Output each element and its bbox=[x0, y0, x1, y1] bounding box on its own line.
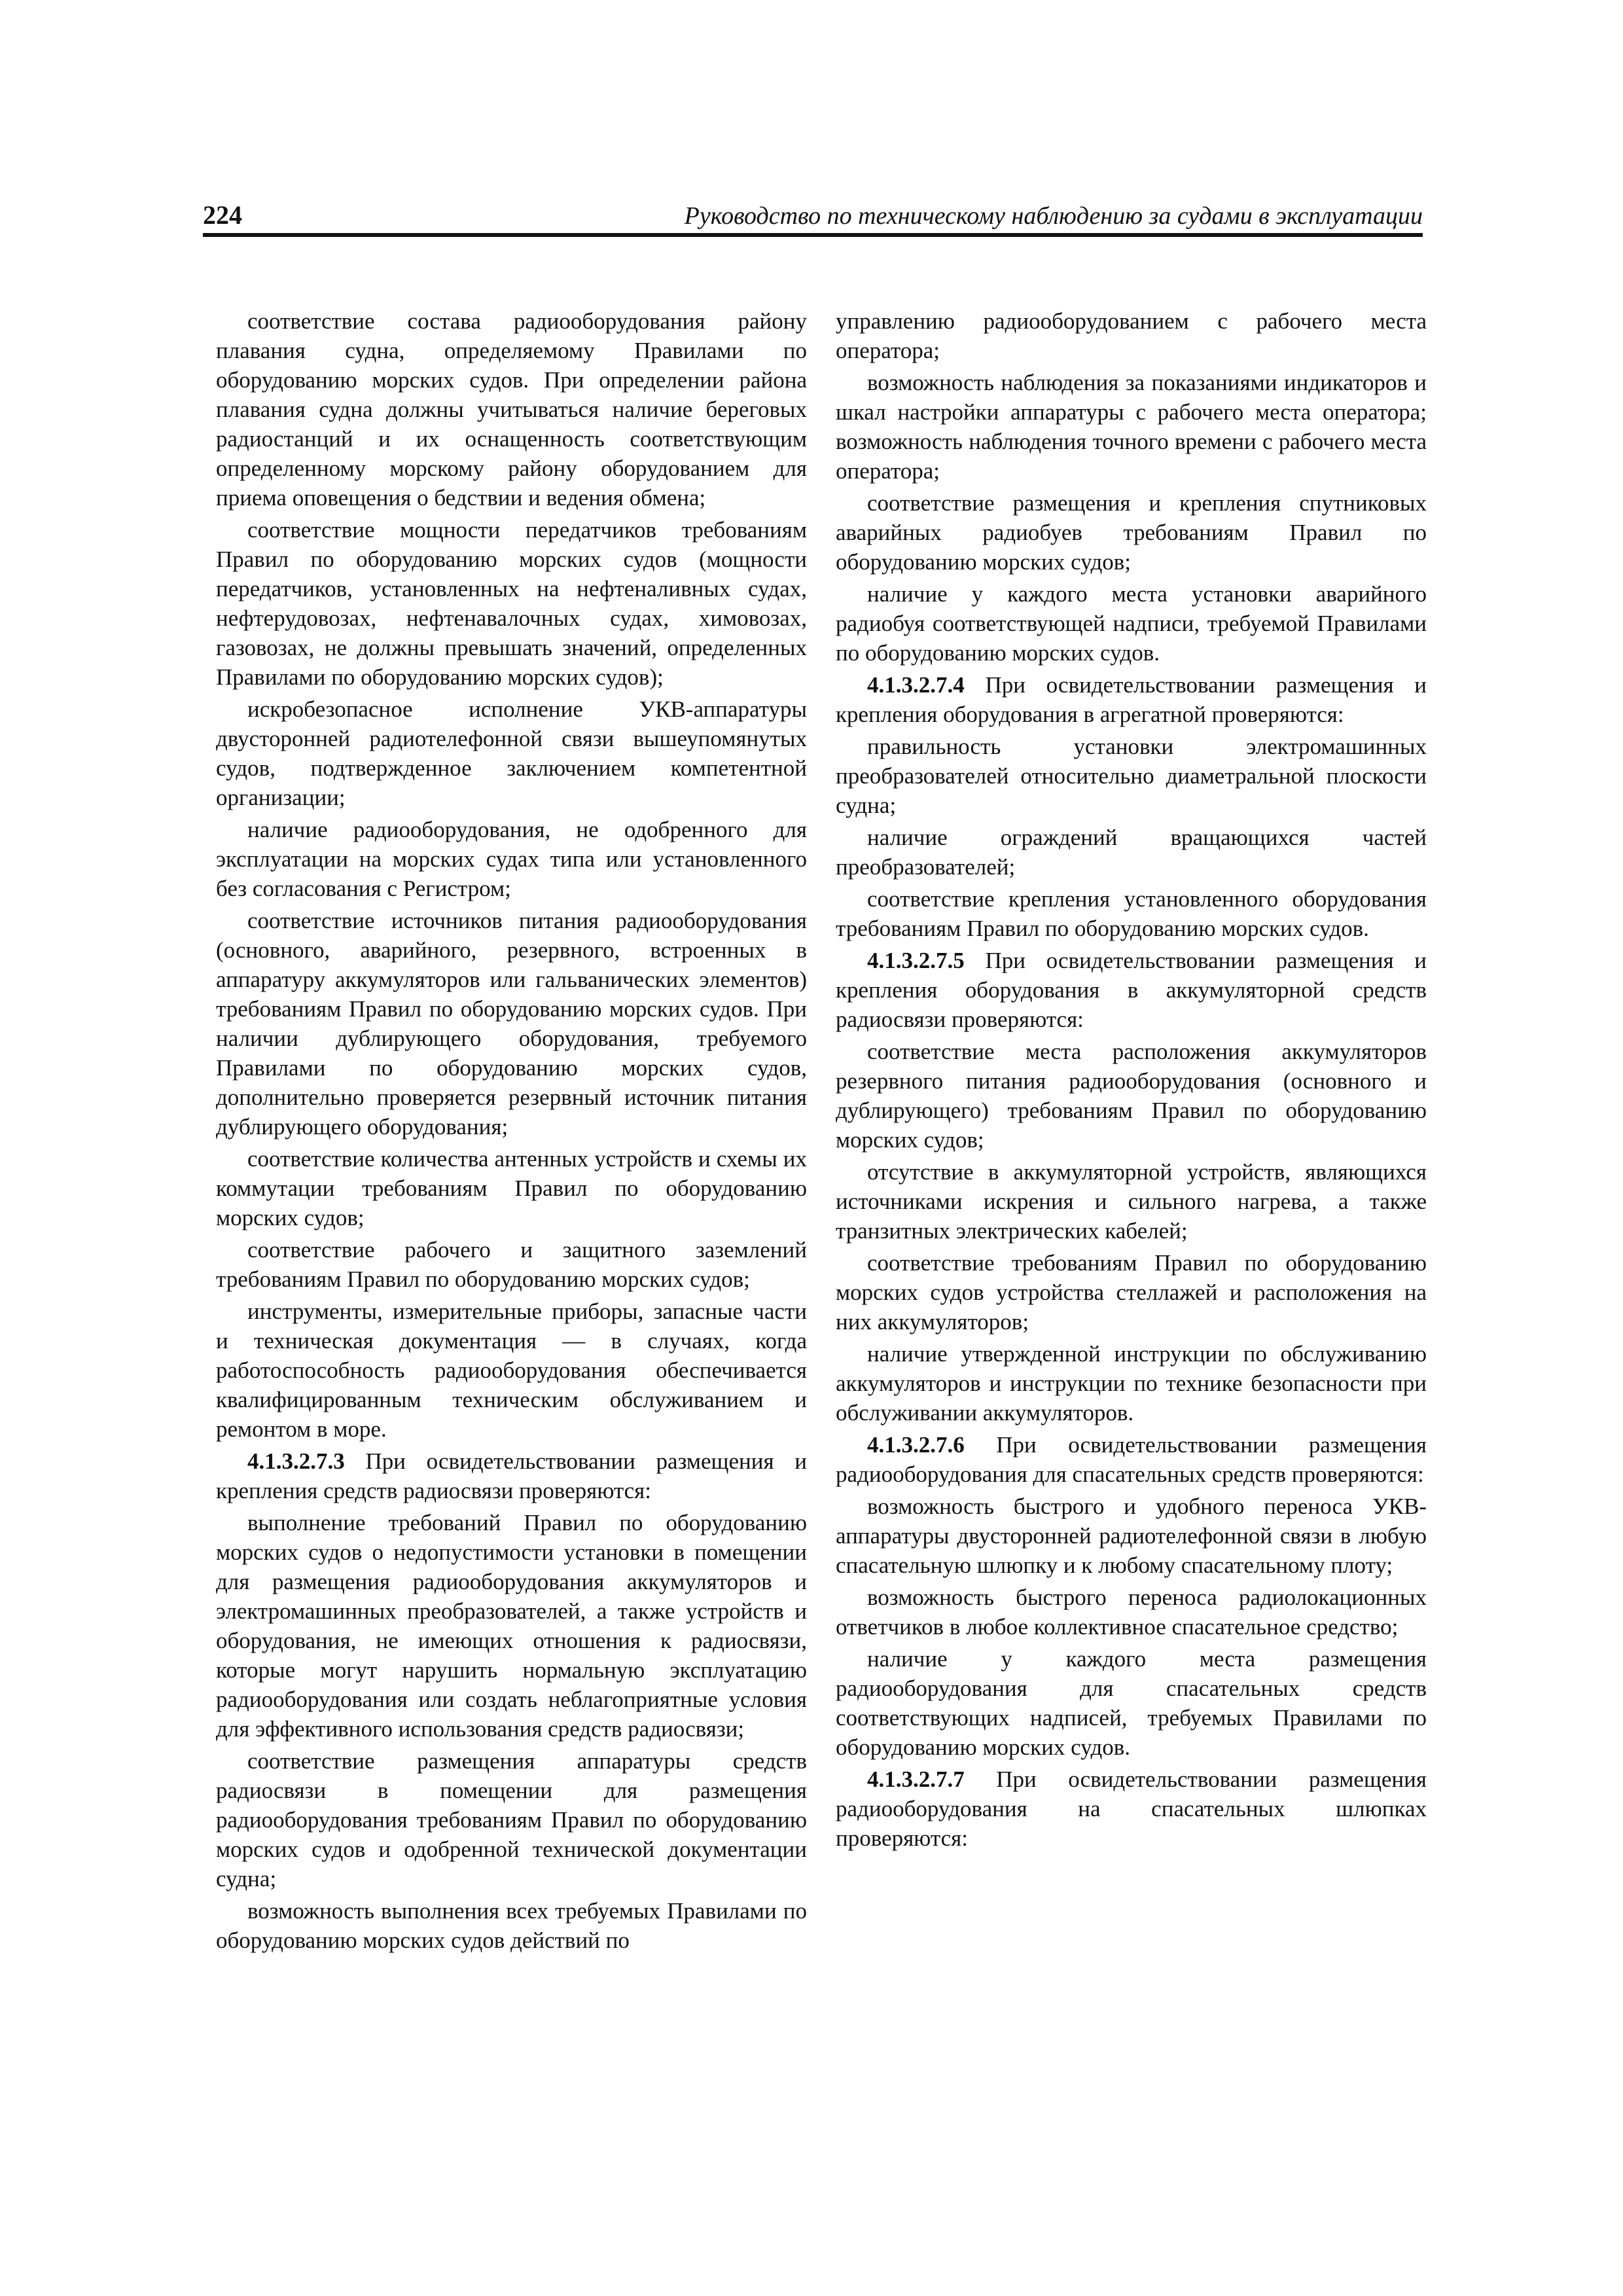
paragraph-text: При освидетельствовании размещения радиооборудования для спасательных средств проверяются: bbox=[836, 1432, 1427, 1487]
section-paragraph bbox=[836, 670, 1427, 729]
paragraph-text: При освидетельствовании размещения и крепления оборудования в агрегатной проверяются: bbox=[836, 672, 1427, 727]
paragraph-text: При освидетельствовании размещения и крепления оборудования в аккумуляторной средств радиосвязи проверяются: bbox=[836, 948, 1427, 1032]
section-number: 4.1.3.2.7.4 bbox=[867, 672, 965, 698]
section-paragraph bbox=[836, 1430, 1427, 1489]
paragraph-text: наличие радиооборудования, не одобренного для эксплуатации на морских судах типа или установленного без согласования с Регистром; bbox=[216, 817, 807, 901]
section-number: 4.1.3.2.7.5 bbox=[867, 948, 965, 973]
text-paragraph bbox=[836, 579, 1427, 668]
text-paragraph bbox=[836, 1644, 1427, 1762]
section-number: 4.1.3.2.7.7 bbox=[867, 1767, 965, 1792]
paragraph-text: соответствие размещения аппаратуры средств радиосвязи в помещении для размещения радиооборудования требованиям Правил по оборудованию морских судов и одобренной технической документации судна; bbox=[216, 1748, 807, 1892]
text-paragraph bbox=[836, 732, 1427, 820]
paragraph-text: соответствие состава радиооборудования району плавания судна, определяемому Правилами по оборудованию морских судов. При определении района плавания судна должны учитываться наличие береговых радиостанций и их оснащенность соответствующим определенному морскому району оборудованием для приема оповещения о бедствии и ведения обмена; bbox=[216, 308, 807, 511]
text-paragraph bbox=[836, 1492, 1427, 1580]
text-paragraph bbox=[216, 515, 807, 692]
paragraph-text: возможность выполнения всех требуемых Правилами по оборудованию морских судов действий по bbox=[216, 1898, 807, 1953]
text-paragraph bbox=[836, 884, 1427, 943]
paragraph-text: наличие ограждений вращающихся частей преобразователей; bbox=[836, 825, 1427, 880]
text-paragraph bbox=[836, 1248, 1427, 1336]
paragraph-text: управлению радиооборудованием с рабочего места оператора; bbox=[836, 308, 1427, 363]
paragraph-text: возможность быстрого переноса радиолокационных ответчиков в любое коллективное спасательное средство; bbox=[836, 1585, 1427, 1640]
text-paragraph bbox=[216, 694, 807, 812]
paragraph-text: соответствие требованиям Правил по оборудованию морских судов устройства стеллажей и расположения на них аккумуляторов; bbox=[836, 1250, 1427, 1335]
text-paragraph bbox=[216, 306, 807, 512]
paragraph-text: соответствие источников питания радиооборудования (основного, аварийного, резервного, встроенных в аппаратуру аккумуляторов или гальванических элементов) требованиям Правил по оборудованию морских судов. При наличии дублирующего оборудования, требуемого Правилами по оборудованию морских судов, дополнительно проверяется резервный источник питания дублирующего оборудования; bbox=[216, 908, 807, 1139]
text-paragraph bbox=[216, 906, 807, 1141]
paragraph-text: наличие утвержденной инструкции по обслуживанию аккумуляторов и инструкции по технике безопасности при обслуживании аккумуляторов. bbox=[836, 1341, 1427, 1426]
text-paragraph bbox=[836, 1157, 1427, 1246]
text-paragraph bbox=[836, 823, 1427, 882]
text-paragraph bbox=[216, 1297, 807, 1444]
paragraph-text: соответствие места расположения аккумуляторов резервного питания радиооборудования (основного и дублирующего) требованиям Правил по оборудованию морских судов; bbox=[836, 1039, 1427, 1153]
section-paragraph bbox=[836, 946, 1427, 1034]
page-number: 224 bbox=[203, 200, 242, 230]
paragraph-text: правильность установки электромашинных преобразователей относительно диаметральной плоскости судна; bbox=[836, 734, 1427, 818]
paragraph-text: выполнение требований Правил по оборудованию морских судов о недопустимости установки в помещении для размещения радиооборудования аккумуляторов и электромашинных преобразователей, а также устройств и оборудования, не имеющих отношения к радиосвязи, которые могут нарушить нормальную эксплуатацию радиооборудования или создать неблагоприятные условия для эффективного использования средств радиосвязи; bbox=[216, 1510, 807, 1742]
text-paragraph bbox=[836, 1339, 1427, 1427]
section-number: 4.1.3.2.7.6 bbox=[867, 1432, 965, 1458]
right-text-column bbox=[836, 306, 1427, 1856]
paragraph-text: соответствие мощности передатчиков требованиям Правил по оборудованию морских судов (мощности передатчиков, установленных на нефтеналивных судах, нефтерудовозах, нефтенавалочных судах, химовозах, газовозах, не должны превышать значений, определенных Правилами по оборудованию морских судов); bbox=[216, 517, 807, 690]
page-header bbox=[203, 198, 1423, 237]
text-paragraph bbox=[216, 1235, 807, 1294]
section-number: 4.1.3.2.7.3 bbox=[247, 1448, 345, 1474]
text-paragraph bbox=[836, 1583, 1427, 1641]
running-title: Руководство по техническому наблюдению за судами в эксплуатации bbox=[684, 202, 1423, 230]
text-paragraph bbox=[216, 1508, 807, 1744]
paragraph-text: наличие у каждого места размещения радиооборудования для спасательных средств соответствующих надписей, требуемых Правилами по оборудованию морских судов. bbox=[836, 1646, 1427, 1760]
paragraph-text: искробезопасное исполнение УКВ-аппаратуры двусторонней радиотелефонной связи вышеупомянутых судов, подтвержденное заключением компетентной организации; bbox=[216, 696, 807, 810]
paragraph-text: наличие у каждого места установки аварийного радиобуя соответствующей надписи, требуемой Правилами по оборудованию морских судов. bbox=[836, 581, 1427, 666]
text-paragraph bbox=[216, 1746, 807, 1893]
text-paragraph bbox=[216, 1896, 807, 1955]
paragraph-text: соответствие размещения и крепления спутниковых аварийных радиобуев требованиям Правил по оборудованию морских судов; bbox=[836, 490, 1427, 575]
paragraph-text: возможность наблюдения за показаниями индикаторов и шкал настройки аппаратуры с рабочего места оператора; возможность наблюдения точного времени с рабочего места оператора; bbox=[836, 370, 1427, 484]
left-text-column bbox=[216, 306, 807, 1958]
paragraph-text: соответствие количества антенных устройств и схемы их коммутации требованиям Правил по оборудованию морских судов; bbox=[216, 1146, 807, 1230]
paragraph-text: соответствие рабочего и защитного заземлений требованиям Правил по оборудованию морских судов; bbox=[216, 1237, 807, 1292]
section-paragraph bbox=[216, 1446, 807, 1505]
paragraph-text: отсутствие в аккумуляторной устройств, являющихся источниками искрения и сильного нагрева, а также транзитных электрических кабелей; bbox=[836, 1159, 1427, 1244]
text-paragraph bbox=[836, 368, 1427, 486]
paragraph-text: соответствие крепления установленного оборудования требованиям Правил по оборудованию морских судов. bbox=[836, 886, 1427, 941]
text-paragraph bbox=[216, 815, 807, 903]
paragraph-text: При освидетельствовании размещения радиооборудования на спасательных шлюпках проверяются: bbox=[836, 1767, 1427, 1851]
text-paragraph bbox=[836, 306, 1427, 365]
text-paragraph bbox=[836, 1037, 1427, 1155]
paragraph-text: инструменты, измерительные приборы, запасные части и техническая документация — в случаях, когда работоспособность радиооборудования обеспечивается квалифицированным техническим обслуживанием и ремонтом в море. bbox=[216, 1299, 807, 1442]
paragraph-text: При освидетельствовании размещения и крепления средств радиосвязи проверяются: bbox=[216, 1448, 807, 1503]
paragraph-text: возможность быстрого и удобного переноса УКВ-аппаратуры двусторонней радиотелефонной связи в любую спасательную шлюпку и к любому спасательному плоту; bbox=[836, 1494, 1427, 1578]
text-paragraph bbox=[216, 1144, 807, 1232]
section-paragraph bbox=[836, 1765, 1427, 1853]
text-paragraph bbox=[836, 488, 1427, 577]
